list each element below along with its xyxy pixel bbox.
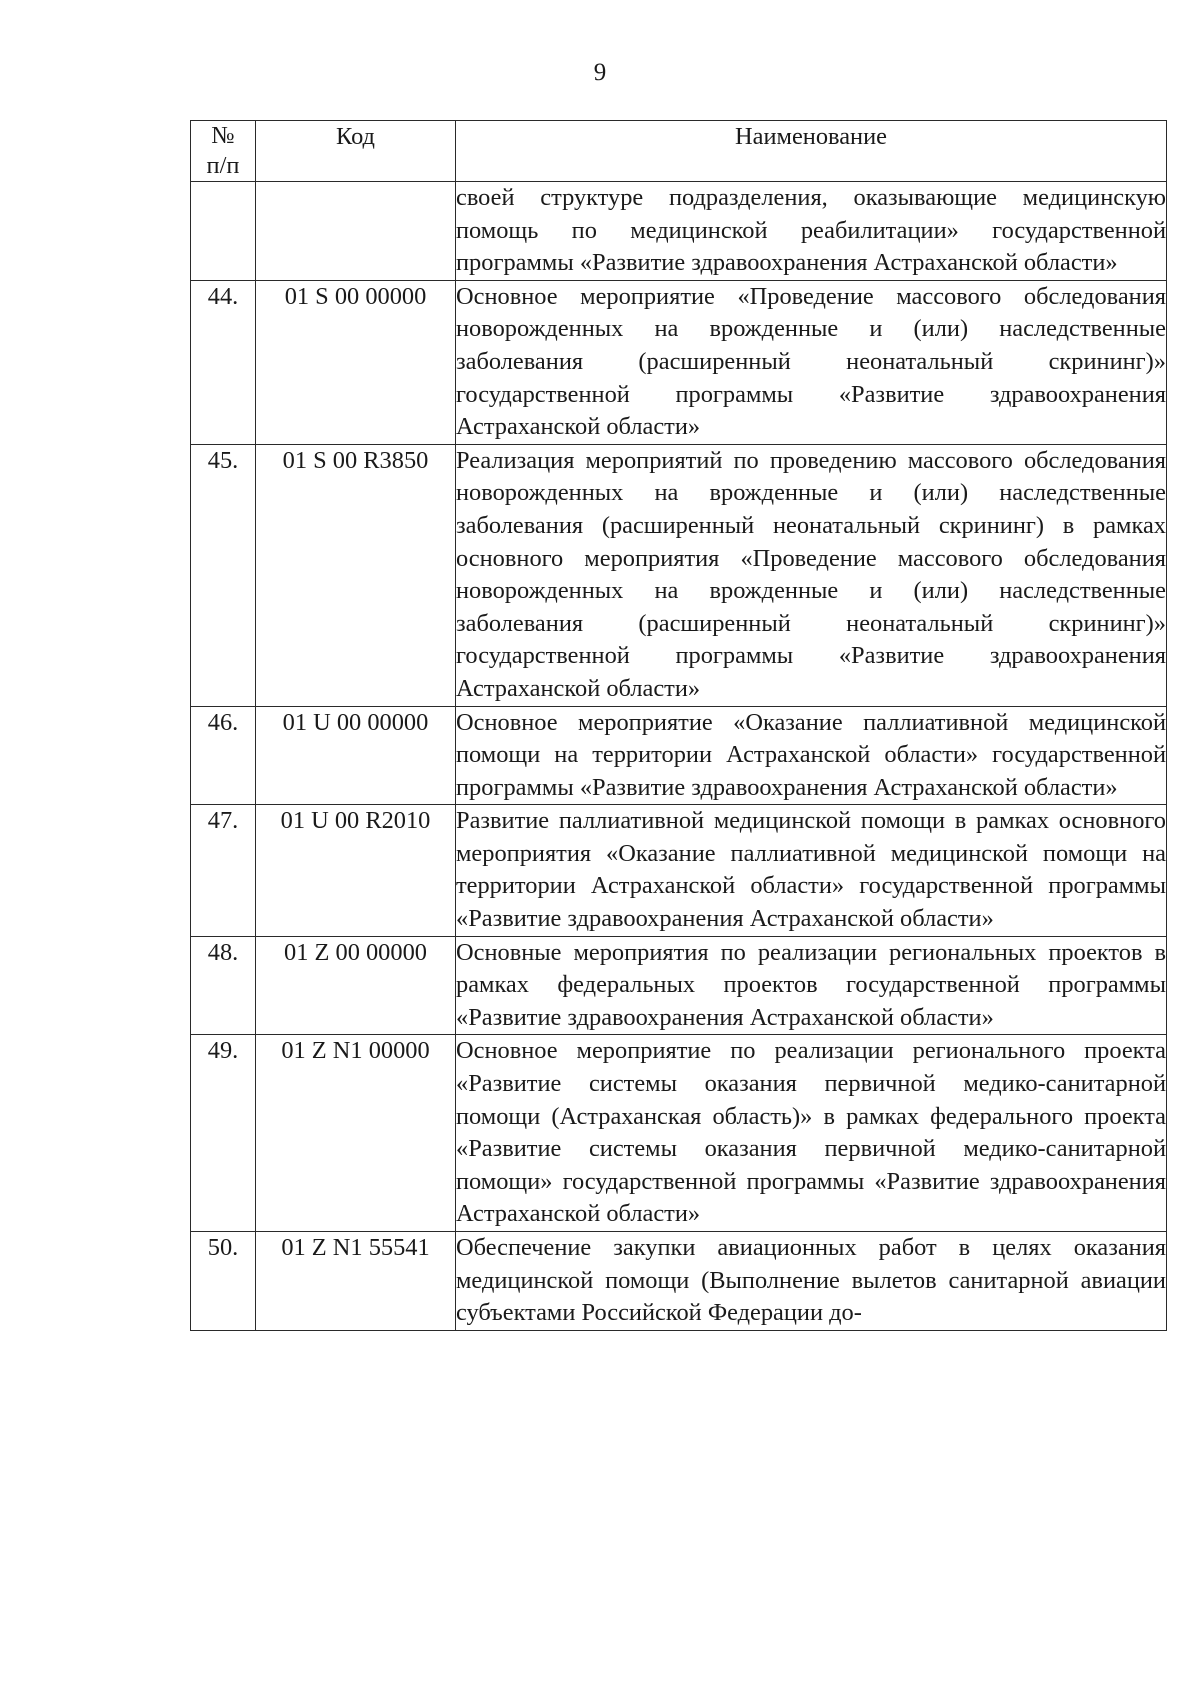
row-code: 01 S 00 R3850 — [256, 444, 456, 706]
row-name — [456, 805, 1167, 936]
row-name — [456, 1035, 1167, 1232]
row-name — [456, 936, 1167, 1035]
row-name-text: Реализация мероприятий по проведению массового обследования новорожденных на врожденные и (или) наследственные заболевания (расширенный неонатальный скрининг) в рамках основного мероприятия «Проведение массового обследования новорожденных на врожденные и (или) наследственные заболевания (расширенный неонатальный скрининг)» государственной программы «Развитие здравоохранения Астраханской области» — [456, 446, 1166, 702]
header-number-abbr: п/п — [206, 152, 240, 179]
table-row — [191, 936, 1167, 1035]
row-number: 50. — [191, 1232, 256, 1331]
row-name — [456, 280, 1167, 444]
row-code: 01 U 00 00000 — [256, 706, 456, 805]
table-row — [191, 280, 1167, 444]
row-code: 01 Z 00 00000 — [256, 936, 456, 1035]
row-code — [256, 182, 456, 281]
row-name — [456, 1232, 1167, 1331]
registry-table — [190, 120, 1167, 1331]
row-name-text: Основные мероприятия по реализации региональных проектов в рамках федеральных проектов государственной программы «Развитие здравоохранения Астраханской области» — [456, 938, 1166, 1031]
page-number: 9 — [593, 59, 607, 86]
row-number: 45. — [191, 444, 256, 706]
row-number: 46. — [191, 706, 256, 805]
row-code: 01 S 00 00000 — [256, 280, 456, 444]
row-name-text: Развитие паллиативной медицинской помощи в рамках основного мероприятия «Оказание паллиативной медицинской помощи на территории Астраханской области» государственной программы «Развитие здравоохранения Астраханской области» — [456, 807, 1166, 933]
row-name-text: Обеспечение закупки авиационных работ в целях оказания медицинской помощи (Выполнение вылетов санитарной авиации субъектами Российской Федерации до- — [456, 1234, 1166, 1327]
row-name — [456, 706, 1167, 805]
table-row — [191, 1035, 1167, 1232]
table-row — [191, 444, 1167, 706]
table-row — [191, 805, 1167, 936]
row-number: 48. — [191, 936, 256, 1035]
row-name-text: Основное мероприятие «Оказание паллиативной медицинской помощи на территории Астраханской области» государственной программы «Развитие здравоохранения Астраханской области» — [456, 708, 1166, 801]
header-code: Код — [256, 121, 456, 182]
row-code: 01 Z N1 55541 — [256, 1232, 456, 1331]
row-name-text: Основное мероприятие «Проведение массового обследования новорожденных на врожденные и (или) наследственные заболевания (расширенный неонатальный скрининг)» государственной программы «Развитие здравоохранения Астраханской области» — [456, 282, 1166, 441]
row-name-text: своей структуре подразделения, оказывающие медицинскую помощь по медицинской реабилитации» государственной программы «Развитие здравоохранения Астраханской области» — [456, 184, 1166, 277]
row-number: 47. — [191, 805, 256, 936]
header-name: Наименование — [456, 121, 1167, 182]
row-number — [191, 182, 256, 281]
header-number — [191, 121, 256, 182]
header-number-sign: № — [211, 122, 235, 149]
row-number: 44. — [191, 280, 256, 444]
row-name — [456, 182, 1167, 281]
row-code: 01 Z N1 00000 — [256, 1035, 456, 1232]
table-header-row — [191, 121, 1167, 182]
row-number: 49. — [191, 1035, 256, 1232]
table-body — [191, 182, 1167, 1331]
table-row — [191, 1232, 1167, 1331]
row-code: 01 U 00 R2010 — [256, 805, 456, 936]
row-name — [456, 444, 1167, 706]
table-row — [191, 182, 1167, 281]
row-name-text: Основное мероприятие по реализации регионального проекта «Развитие системы оказания первичной медико-санитарной помощи (Астраханская область)» в рамках федерального проекта «Развитие системы оказания первичной медико-санитарной помощи» государственной программы «Развитие здравоохранения Астраханской области» — [456, 1037, 1166, 1228]
table-row — [191, 706, 1167, 805]
